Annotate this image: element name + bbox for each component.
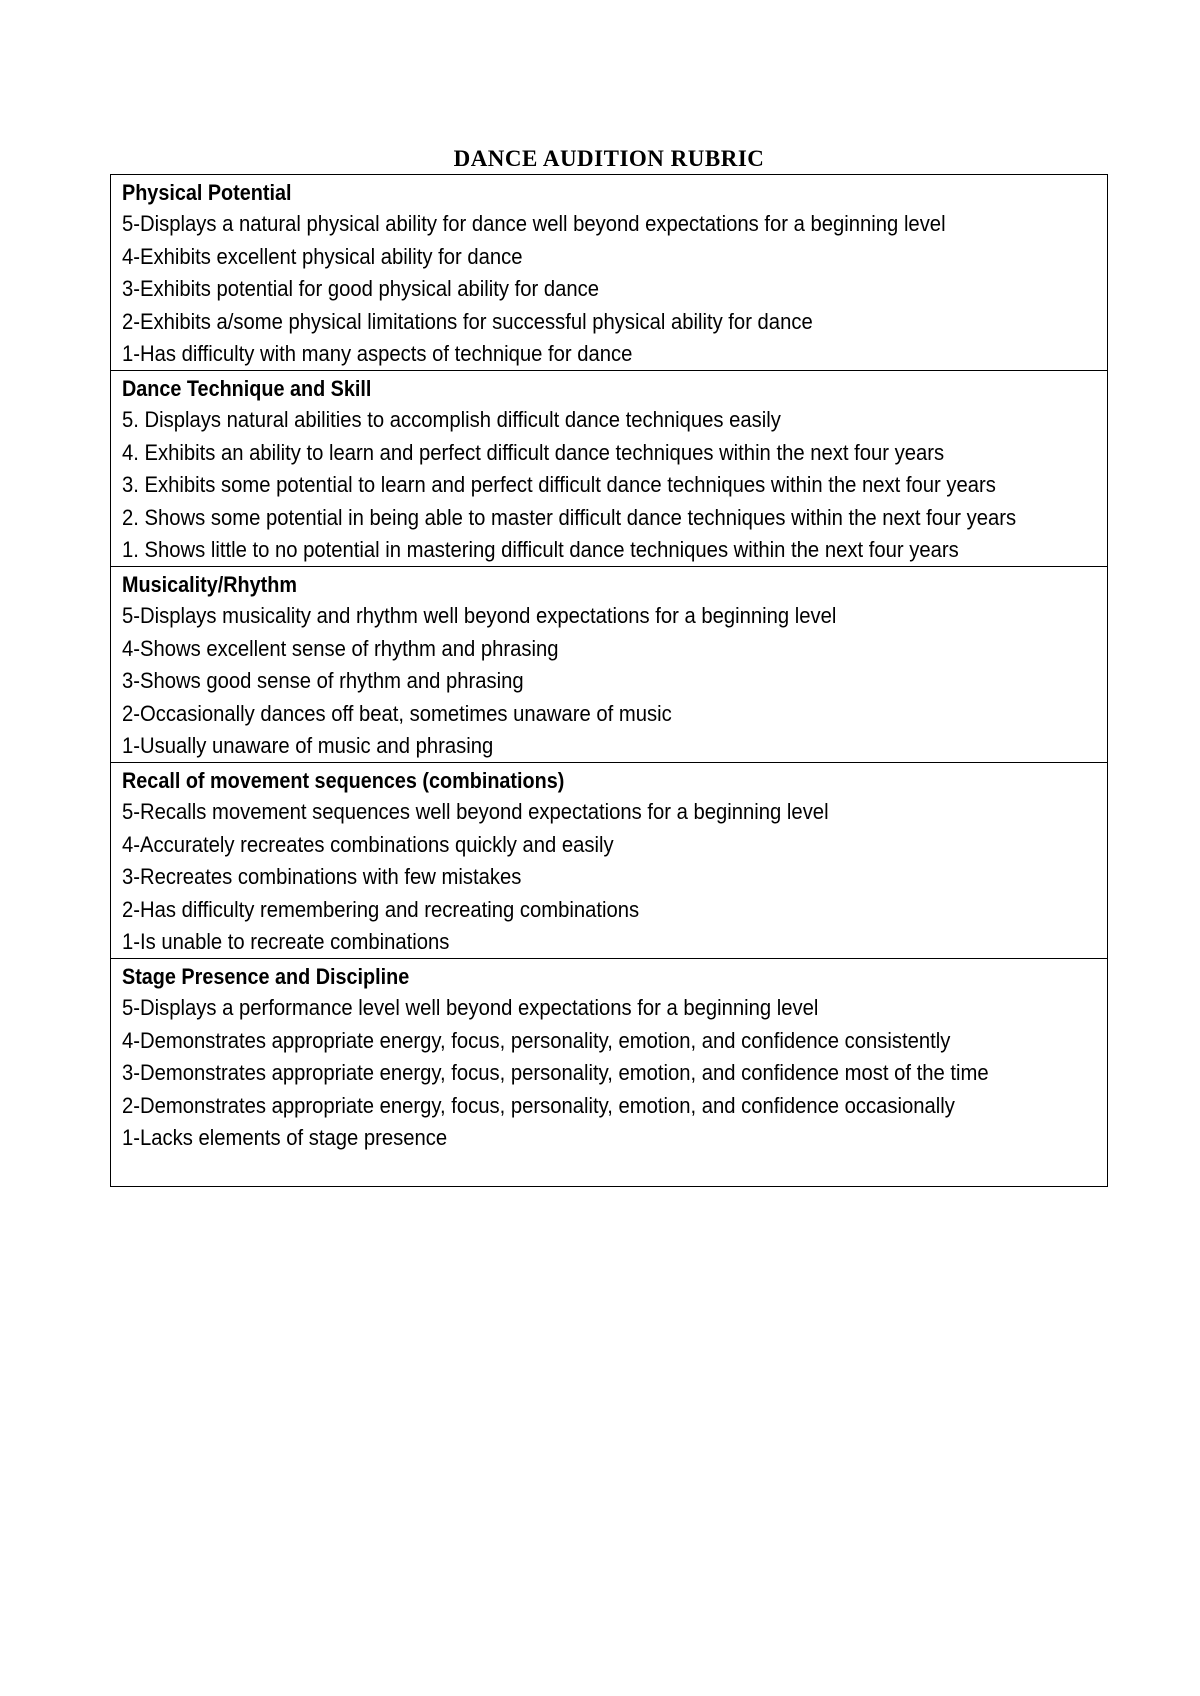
criterion-item: 2-Occasionally dances off beat, sometimes unaware of music: [122, 700, 672, 726]
criterion-item: 1-Lacks elements of stage presence: [122, 1125, 448, 1150]
criterion-item: 3-Shows good sense of rhythm and phrasing: [122, 668, 524, 693]
criterion-item: 5-Displays musicality and rhythm well beyond expectations for a beginning level: [122, 603, 837, 628]
criterion-item: 3-Recreates combinations with few mistakes: [122, 864, 522, 889]
criterion-item: 4-Accurately recreates combinations quickly and easily: [122, 831, 614, 857]
criteria-list: [122, 992, 1096, 1155]
criterion-item: 3. Exhibits some potential to learn and perfect difficult dance techniques within the next four years: [122, 472, 996, 497]
criterion-item: 2-Demonstrates appropriate energy, focus, personality, emotion, and confidence occasionally: [122, 1092, 955, 1118]
criterion-item: 4-Exhibits excellent physical ability for dance: [122, 243, 523, 269]
criterion-item: 5-Displays a performance level well beyond expectations for a beginning level: [122, 995, 819, 1020]
criterion-item: 1-Has difficulty with many aspects of technique for dance: [122, 341, 633, 366]
criteria-list: [122, 796, 1096, 959]
section-heading: Physical Potential: [122, 180, 292, 205]
criterion-item: 2. Shows some potential in being able to master difficult dance techniques within the next four years: [122, 504, 1017, 530]
criterion-item: 3-Exhibits potential for good physical ability for dance: [122, 276, 600, 301]
rubric-section-dance-technique: [111, 371, 1107, 567]
criterion-item: 5. Displays natural abilities to accomplish difficult dance techniques easily: [122, 407, 781, 432]
criterion-item: 2-Exhibits a/some physical limitations for successful physical ability for dance: [122, 308, 813, 334]
criterion-item: 2-Has difficulty remembering and recreating combinations: [122, 896, 640, 922]
section-heading: Stage Presence and Discipline: [122, 964, 410, 989]
rubric-section-stage-presence: [111, 959, 1107, 1186]
section-heading: Recall of movement sequences (combinations): [122, 768, 565, 793]
criterion-item: 4. Exhibits an ability to learn and perfect difficult dance techniques within the next four years: [122, 439, 945, 465]
criterion-item: 4-Shows excellent sense of rhythm and phrasing: [122, 635, 559, 661]
document-title: DANCE AUDITION RUBRIC: [453, 146, 765, 171]
criterion-item: 3-Demonstrates appropriate energy, focus, personality, emotion, and confidence most of the time: [122, 1060, 989, 1085]
criterion-item: 1-Usually unaware of music and phrasing: [122, 733, 494, 758]
criteria-list: [122, 600, 1096, 763]
criteria-list: [122, 208, 1096, 371]
rubric-section-recall: [111, 763, 1107, 959]
rubric-table: [110, 174, 1108, 1187]
rubric-section-physical-potential: [111, 175, 1107, 371]
criterion-item: 1-Is unable to recreate combinations: [122, 929, 450, 954]
section-heading: Musicality/Rhythm: [122, 572, 297, 597]
criterion-item: 1. Shows little to no potential in mastering difficult dance techniques within the next four years: [122, 537, 959, 562]
rubric-section-musicality: [111, 567, 1107, 763]
criterion-item: 5-Displays a natural physical ability for dance well beyond expectations for a beginning level: [122, 211, 946, 236]
criteria-list: [122, 404, 1096, 567]
criterion-item: 5-Recalls movement sequences well beyond expectations for a beginning level: [122, 799, 829, 824]
section-heading: Dance Technique and Skill: [122, 376, 372, 401]
criterion-item: 4-Demonstrates appropriate energy, focus, personality, emotion, and confidence consistently: [122, 1027, 951, 1053]
